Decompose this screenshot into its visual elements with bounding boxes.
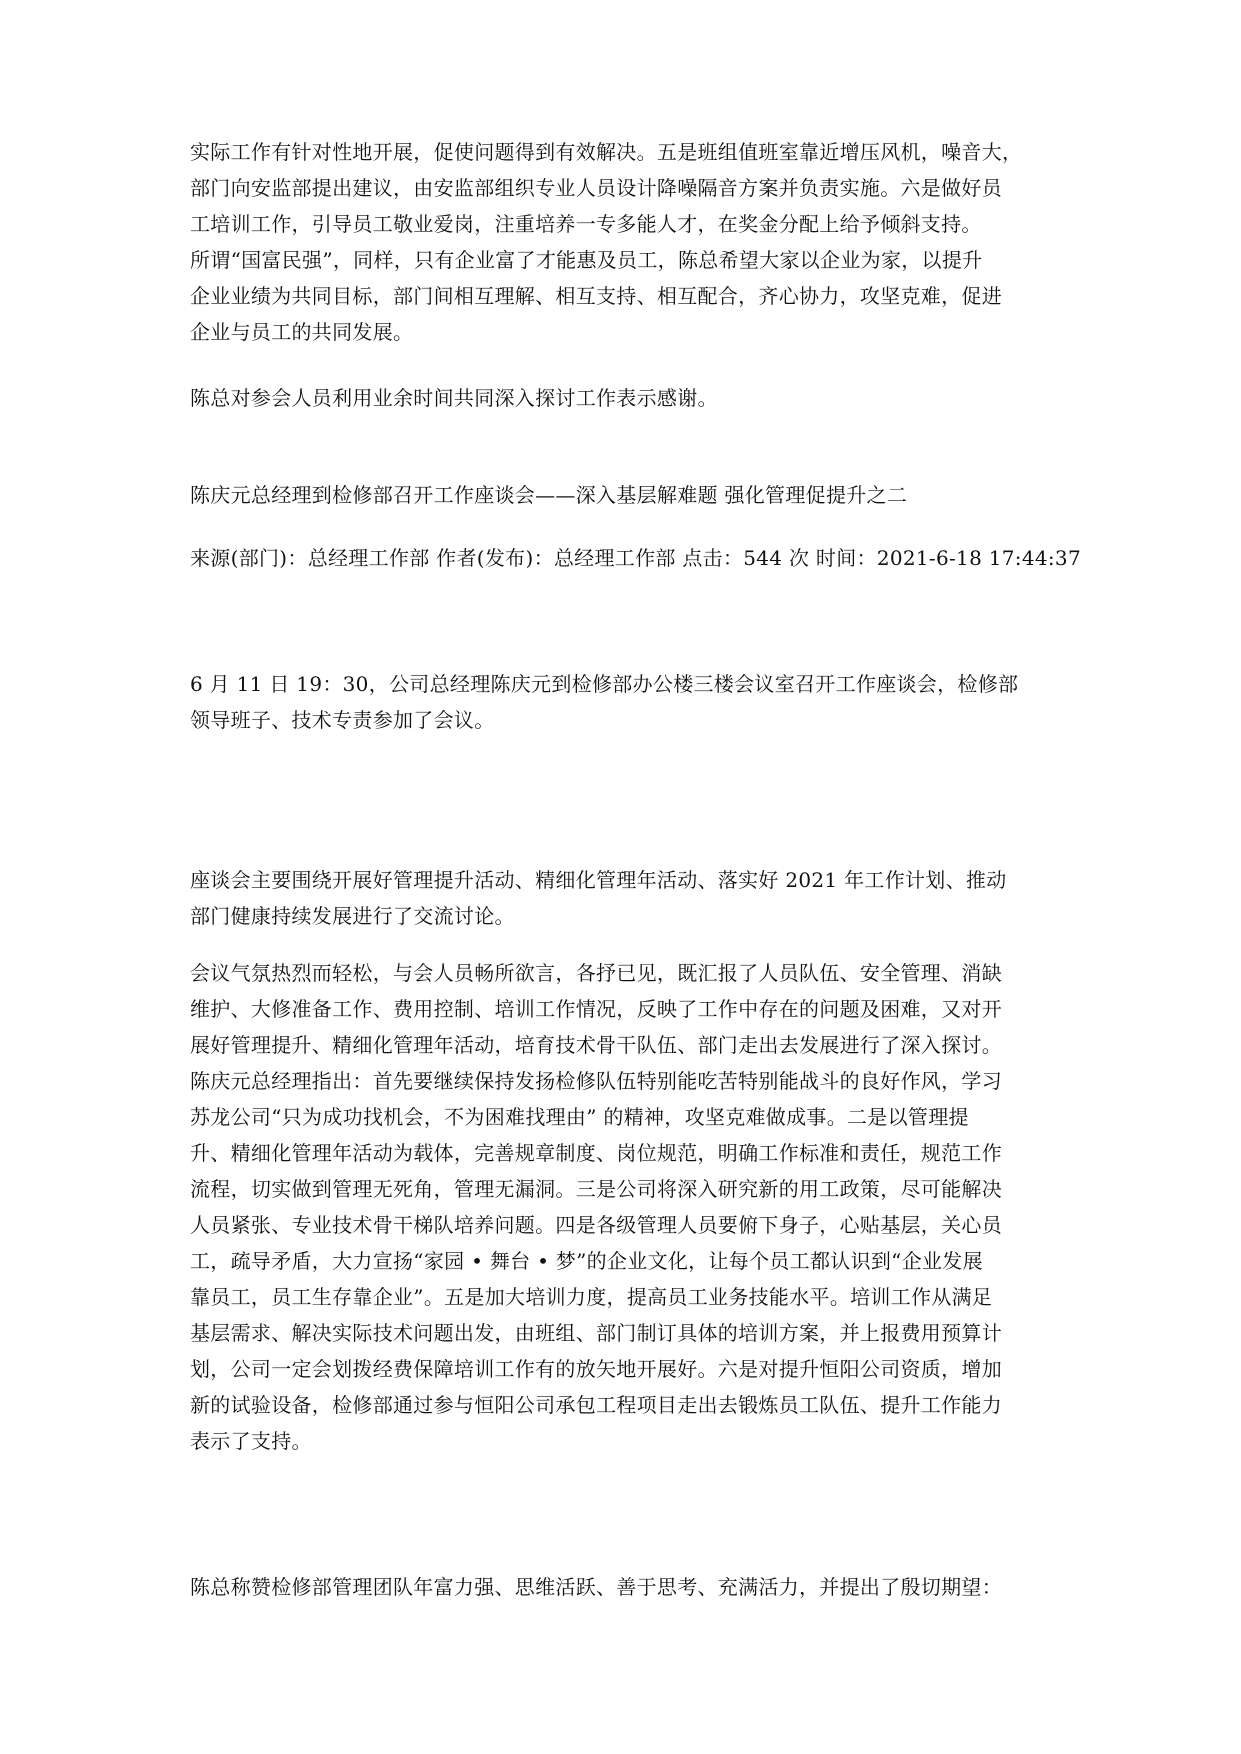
article-title <box>190 477 1060 513</box>
text-line: 所谓“国富民强”，同样，只有企业富了才能惠及员工，陈总希望大家以企业为家，以提升 <box>190 248 983 272</box>
text-line: 陈总称赞检修部管理团队年富力强、思维活跃、善于思考、充满活力，并提出了殷切期望： <box>190 1575 1002 1599</box>
text-line: 6 月 11 日 19：30，公司总经理陈庆元到检修部办公楼三楼会议室召开工作座谈会，检修部 <box>190 672 1019 696</box>
text-line: 领导班子、技术专责参加了会议。 <box>190 708 495 732</box>
article-meta <box>190 540 1081 576</box>
text-line: 苏龙公司“只为成功找机会，不为困难找理由” 的精神，攻坚克难做成事。二是以管理提 <box>190 1105 969 1129</box>
text-line: 来源(部门)：总经理工作部 作者(发布)：总经理工作部 点击：544 次 时间：2021-6-18 17:44:37 <box>190 546 1081 570</box>
text-line: 部门健康持续发展进行了交流讨论。 <box>190 904 515 928</box>
text-line: 座谈会主要围绕开展好管理提升活动、精细化管理年活动、落实好 2021 年工作计划、推动 <box>190 868 1007 892</box>
paragraph-p6 <box>190 1569 1060 1605</box>
text-line: 流程，切实做到管理无死角，管理无漏洞。三是公司将深入研究新的用工政策，尽可能解决 <box>190 1177 1002 1201</box>
paragraph-p2 <box>190 380 1060 416</box>
text-line: 企业与员工的共同发展。 <box>190 320 414 344</box>
text-line: 工，疏导矛盾，大力宣扬“家园 • 舞台 • 梦”的企业文化，让每个员工都认识到“企业发展 <box>190 1249 983 1273</box>
paragraph-p1 <box>190 134 1060 350</box>
text-line: 维护、大修准备工作、费用控制、培训工作情况，反映了工作中存在的问题及困难，又对开 <box>190 997 1002 1021</box>
text-line: 企业业绩为共同目标，部门间相互理解、相互支持、相互配合，齐心协力，攻坚克难，促进 <box>190 284 1002 308</box>
text-line: 陈庆元总经理到检修部召开工作座谈会——深入基层解难题 强化管理促提升之二 <box>190 483 908 507</box>
text-line: 人员紧张、专业技术骨干梯队培养问题。四是各级管理人员要俯下身子，心贴基层，关心员 <box>190 1213 1002 1237</box>
text-line: 基层需求、解决实际技术问题出发，由班组、部门制订具体的培训方案，并上报费用预算计 <box>190 1321 1002 1345</box>
text-line: 实际工作有针对性地开展，促使问题得到有效解决。五是班组值班室靠近增压风机，噪音大， <box>190 140 1023 164</box>
text-line: 会议气氛热烈而轻松，与会人员畅所欲言，各抒已见，既汇报了人员队伍、安全管理、消缺 <box>190 961 1002 985</box>
text-line: 表示了支持。 <box>190 1429 312 1453</box>
text-line: 陈庆元总经理指出：首先要继续保持发扬检修队伍特别能吃苦特别能战斗的良好作风，学习 <box>190 1069 1002 1093</box>
paragraph-p4 <box>190 862 1060 934</box>
paragraph-p3 <box>190 666 1060 738</box>
paragraph-p5 <box>190 955 1060 1459</box>
text-line: 划，公司一定会划拨经费保障培训工作有的放矢地开展好。六是对提升恒阳公司资质，增加 <box>190 1357 1002 1381</box>
text-line: 展好管理提升、精细化管理年活动，培育技术骨干队伍、部门走出去发展进行了深入探讨。 <box>190 1033 1002 1057</box>
text-line: 靠员工，员工生存靠企业”。五是加大培训力度，提高员工业务技能水平。培训工作从满足 <box>190 1285 993 1309</box>
text-line: 陈总对参会人员利用业余时间共同深入探讨工作表示感谢。 <box>190 386 718 410</box>
text-line: 升、精细化管理年活动为载体，完善规章制度、岗位规范，明确工作标准和责任，规范工作 <box>190 1141 1002 1165</box>
text-line: 工培训工作，引导员工敬业爱岗，注重培养一专多能人才，在奖金分配上给予倾斜支持。 <box>190 212 982 236</box>
text-line: 新的试验设备，检修部通过参与恒阳公司承包工程项目走出去锻炼员工队伍、提升工作能力 <box>190 1393 1002 1417</box>
text-line: 部门向安监部提出建议，由安监部组织专业人员设计降噪隔音方案并负责实施。六是做好员 <box>190 176 1002 200</box>
